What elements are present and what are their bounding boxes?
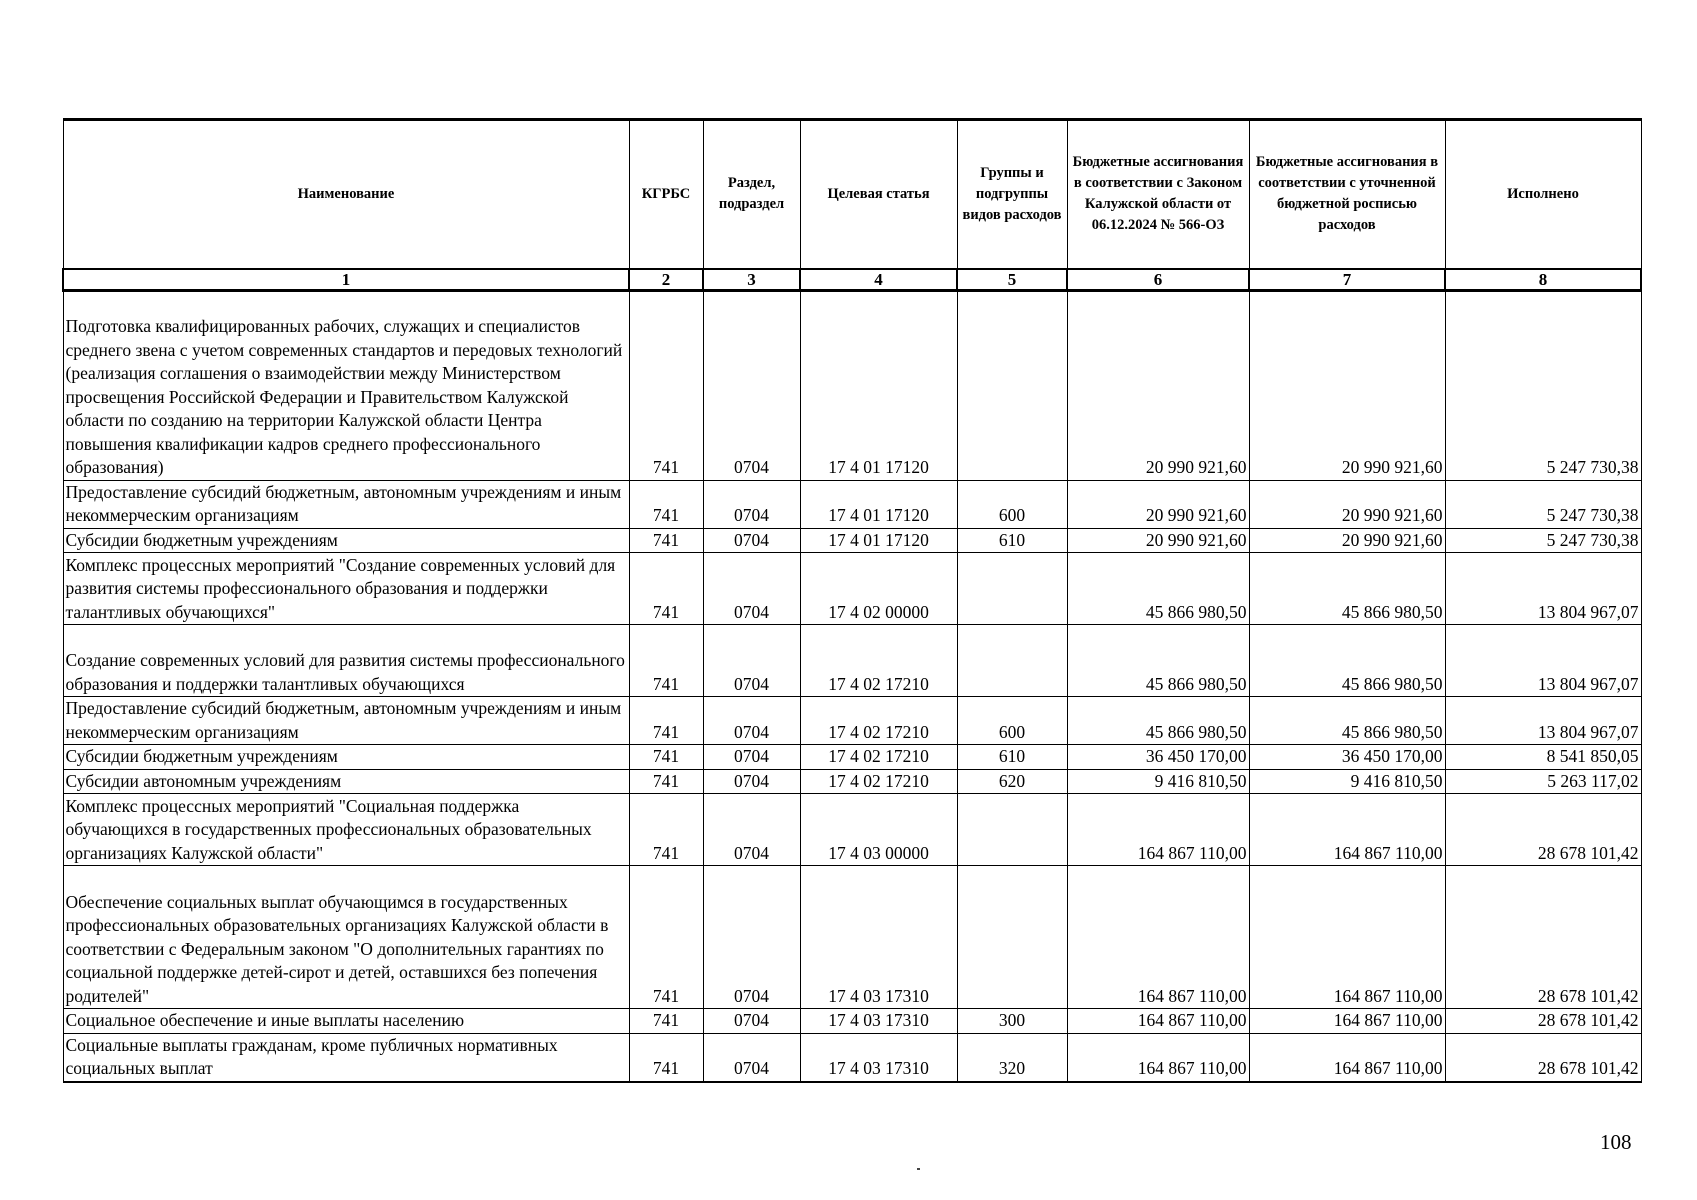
- row-target: 17 4 02 00000: [800, 553, 957, 625]
- column-number: 1: [63, 269, 629, 291]
- row-executed-amount: 5 247 730,38: [1445, 480, 1641, 528]
- row-law-amount: 45 866 980,50: [1067, 553, 1249, 625]
- row-law-amount: 45 866 980,50: [1067, 625, 1249, 697]
- row-target: 17 4 03 17310: [800, 1009, 957, 1034]
- table-row: [63, 745, 1641, 770]
- row-target: 17 4 01 17120: [800, 528, 957, 553]
- column-numbers-row: [63, 269, 1641, 291]
- row-target: 17 4 02 17210: [800, 697, 957, 745]
- row-name: Комплекс процессных мероприятий "Создание современных условий для развития системы профессионального образования и поддержки талантливых обучающихся": [63, 553, 629, 625]
- row-law-amount: 164 867 110,00: [1067, 866, 1249, 1009]
- row-kgrbs: 741: [629, 769, 703, 794]
- row-executed-amount: 5 247 730,38: [1445, 528, 1641, 553]
- row-law-amount: 9 416 810,50: [1067, 769, 1249, 794]
- row-refined-amount: 45 866 980,50: [1249, 553, 1445, 625]
- row-executed-amount: 28 678 101,42: [1445, 1009, 1641, 1034]
- header-section: Раздел, подраздел: [703, 120, 800, 269]
- row-executed-amount: 28 678 101,42: [1445, 1033, 1641, 1082]
- row-kgrbs: 741: [629, 866, 703, 1009]
- row-section: 0704: [703, 553, 800, 625]
- row-kgrbs: 741: [629, 553, 703, 625]
- row-kgrbs: 741: [629, 1033, 703, 1082]
- row-section: 0704: [703, 1009, 800, 1034]
- row-law-amount: 45 866 980,50: [1067, 697, 1249, 745]
- row-kgrbs: 741: [629, 480, 703, 528]
- row-section: 0704: [703, 480, 800, 528]
- row-target: 17 4 01 17120: [800, 290, 957, 480]
- row-group: [957, 553, 1067, 625]
- row-name: Субсидии бюджетным учреждениям: [63, 528, 629, 553]
- row-refined-amount: 45 866 980,50: [1249, 697, 1445, 745]
- row-law-amount: 20 990 921,60: [1067, 528, 1249, 553]
- row-section: 0704: [703, 794, 800, 866]
- table-row: [63, 290, 1641, 480]
- row-refined-amount: 45 866 980,50: [1249, 625, 1445, 697]
- row-target: 17 4 03 17310: [800, 1033, 957, 1082]
- row-name: Социальное обеспечение и иные выплаты населению: [63, 1009, 629, 1034]
- row-section: 0704: [703, 528, 800, 553]
- row-refined-amount: 164 867 110,00: [1249, 1009, 1445, 1034]
- table-row: [63, 769, 1641, 794]
- row-section: 0704: [703, 1033, 800, 1082]
- table-row: [63, 1009, 1641, 1034]
- table-row: [63, 866, 1641, 1009]
- column-number: 5: [957, 269, 1067, 291]
- table-row: [63, 1033, 1641, 1082]
- table-row: [63, 480, 1641, 528]
- row-name: Создание современных условий для развития системы профессионального образования и поддержки талантливых обучающихся: [63, 625, 629, 697]
- budget-table: [62, 118, 1642, 1083]
- column-number: 4: [800, 269, 957, 291]
- table-row: [63, 553, 1641, 625]
- row-group: 600: [957, 697, 1067, 745]
- row-executed-amount: 28 678 101,42: [1445, 866, 1641, 1009]
- header-refined: Бюджетные ассигнования в соответствии с уточненной бюджетной росписью расходов: [1249, 120, 1445, 269]
- row-law-amount: 20 990 921,60: [1067, 290, 1249, 480]
- row-law-amount: 164 867 110,00: [1067, 1033, 1249, 1082]
- row-refined-amount: 164 867 110,00: [1249, 794, 1445, 866]
- row-group: [957, 625, 1067, 697]
- row-target: 17 4 01 17120: [800, 480, 957, 528]
- column-number: 3: [703, 269, 800, 291]
- header-law: Бюджетные ассигнования в соответствии с Законом Калужской области от 06.12.2024 № 566-ОЗ: [1067, 120, 1249, 269]
- row-name: Субсидии автономным учреждениям: [63, 769, 629, 794]
- row-target: 17 4 02 17210: [800, 745, 957, 770]
- row-kgrbs: 741: [629, 625, 703, 697]
- row-refined-amount: 20 990 921,60: [1249, 480, 1445, 528]
- table-row: [63, 528, 1641, 553]
- row-executed-amount: 13 804 967,07: [1445, 553, 1641, 625]
- row-section: 0704: [703, 866, 800, 1009]
- row-refined-amount: 20 990 921,60: [1249, 528, 1445, 553]
- row-name: Предоставление субсидий бюджетным, автономным учреждениям и иным некоммерческим организациям: [63, 697, 629, 745]
- row-name: Подготовка квалифицированных рабочих, служащих и специалистов среднего звена с учетом современных стандартов и передовых технологий (реализация соглашения о взаимодействии между Министерством просвещения Российской Федерации и Правительством Калужской области по созданию на территории Калужской области Центра повышения квалификации кадров среднего профессионального образования): [63, 290, 629, 480]
- header-group: Группы и подгруппы видов расходов: [957, 120, 1067, 269]
- table-row: [63, 625, 1641, 697]
- row-name: Обеспечение социальных выплат обучающимся в государственных профессиональных образовательных организациях Калужской области в соответствии с Федеральным законом "О дополнительных гарантиях по социальной поддержке детей-сирот и детей, оставшихся без попечения родителей": [63, 866, 629, 1009]
- header-row: [63, 120, 1641, 269]
- budget-table-container: [62, 118, 1642, 1083]
- row-name: Комплекс процессных мероприятий "Социальная поддержка обучающихся в государственных профессиональных образовательных организациях Калужской области": [63, 794, 629, 866]
- column-number: 6: [1067, 269, 1249, 291]
- row-kgrbs: 741: [629, 745, 703, 770]
- row-group: 300: [957, 1009, 1067, 1034]
- row-executed-amount: 13 804 967,07: [1445, 697, 1641, 745]
- row-refined-amount: 164 867 110,00: [1249, 866, 1445, 1009]
- row-law-amount: 36 450 170,00: [1067, 745, 1249, 770]
- row-group: 600: [957, 480, 1067, 528]
- row-kgrbs: 741: [629, 794, 703, 866]
- row-group: [957, 866, 1067, 1009]
- row-executed-amount: 5 247 730,38: [1445, 290, 1641, 480]
- row-target: 17 4 03 00000: [800, 794, 957, 866]
- column-number: 2: [629, 269, 703, 291]
- row-group: [957, 290, 1067, 480]
- header-target: Целевая статья: [800, 120, 957, 269]
- row-group: 610: [957, 528, 1067, 553]
- header-executed: Исполнено: [1445, 120, 1641, 269]
- row-refined-amount: 164 867 110,00: [1249, 1033, 1445, 1082]
- row-executed-amount: 13 804 967,07: [1445, 625, 1641, 697]
- table-row: [63, 794, 1641, 866]
- row-executed-amount: 8 541 850,05: [1445, 745, 1641, 770]
- row-name: Предоставление субсидий бюджетным, автономным учреждениям и иным некоммерческим организациям: [63, 480, 629, 528]
- row-executed-amount: 5 263 117,02: [1445, 769, 1641, 794]
- row-target: 17 4 02 17210: [800, 625, 957, 697]
- row-section: 0704: [703, 769, 800, 794]
- row-target: 17 4 03 17310: [800, 866, 957, 1009]
- row-section: 0704: [703, 697, 800, 745]
- row-section: 0704: [703, 745, 800, 770]
- row-refined-amount: 36 450 170,00: [1249, 745, 1445, 770]
- row-name: Социальные выплаты гражданам, кроме публичных нормативных социальных выплат: [63, 1033, 629, 1082]
- header-name: Наименование: [63, 120, 629, 269]
- row-kgrbs: 741: [629, 697, 703, 745]
- row-executed-amount: 28 678 101,42: [1445, 794, 1641, 866]
- row-law-amount: 164 867 110,00: [1067, 794, 1249, 866]
- row-section: 0704: [703, 625, 800, 697]
- row-group: 620: [957, 769, 1067, 794]
- scan-speck: [917, 1168, 920, 1170]
- row-kgrbs: 741: [629, 528, 703, 553]
- row-name: Субсидии бюджетным учреждениям: [63, 745, 629, 770]
- row-group: 610: [957, 745, 1067, 770]
- row-law-amount: 164 867 110,00: [1067, 1009, 1249, 1034]
- table-row: [63, 697, 1641, 745]
- row-refined-amount: 9 416 810,50: [1249, 769, 1445, 794]
- header-kgrbs: КГРБС: [629, 120, 703, 269]
- row-law-amount: 20 990 921,60: [1067, 480, 1249, 528]
- column-number: 8: [1445, 269, 1641, 291]
- row-kgrbs: 741: [629, 290, 703, 480]
- column-number: 7: [1249, 269, 1445, 291]
- page-number: 108: [1600, 1130, 1632, 1154]
- row-refined-amount: 20 990 921,60: [1249, 290, 1445, 480]
- row-target: 17 4 02 17210: [800, 769, 957, 794]
- row-group: 320: [957, 1033, 1067, 1082]
- row-section: 0704: [703, 290, 800, 480]
- row-group: [957, 794, 1067, 866]
- row-kgrbs: 741: [629, 1009, 703, 1034]
